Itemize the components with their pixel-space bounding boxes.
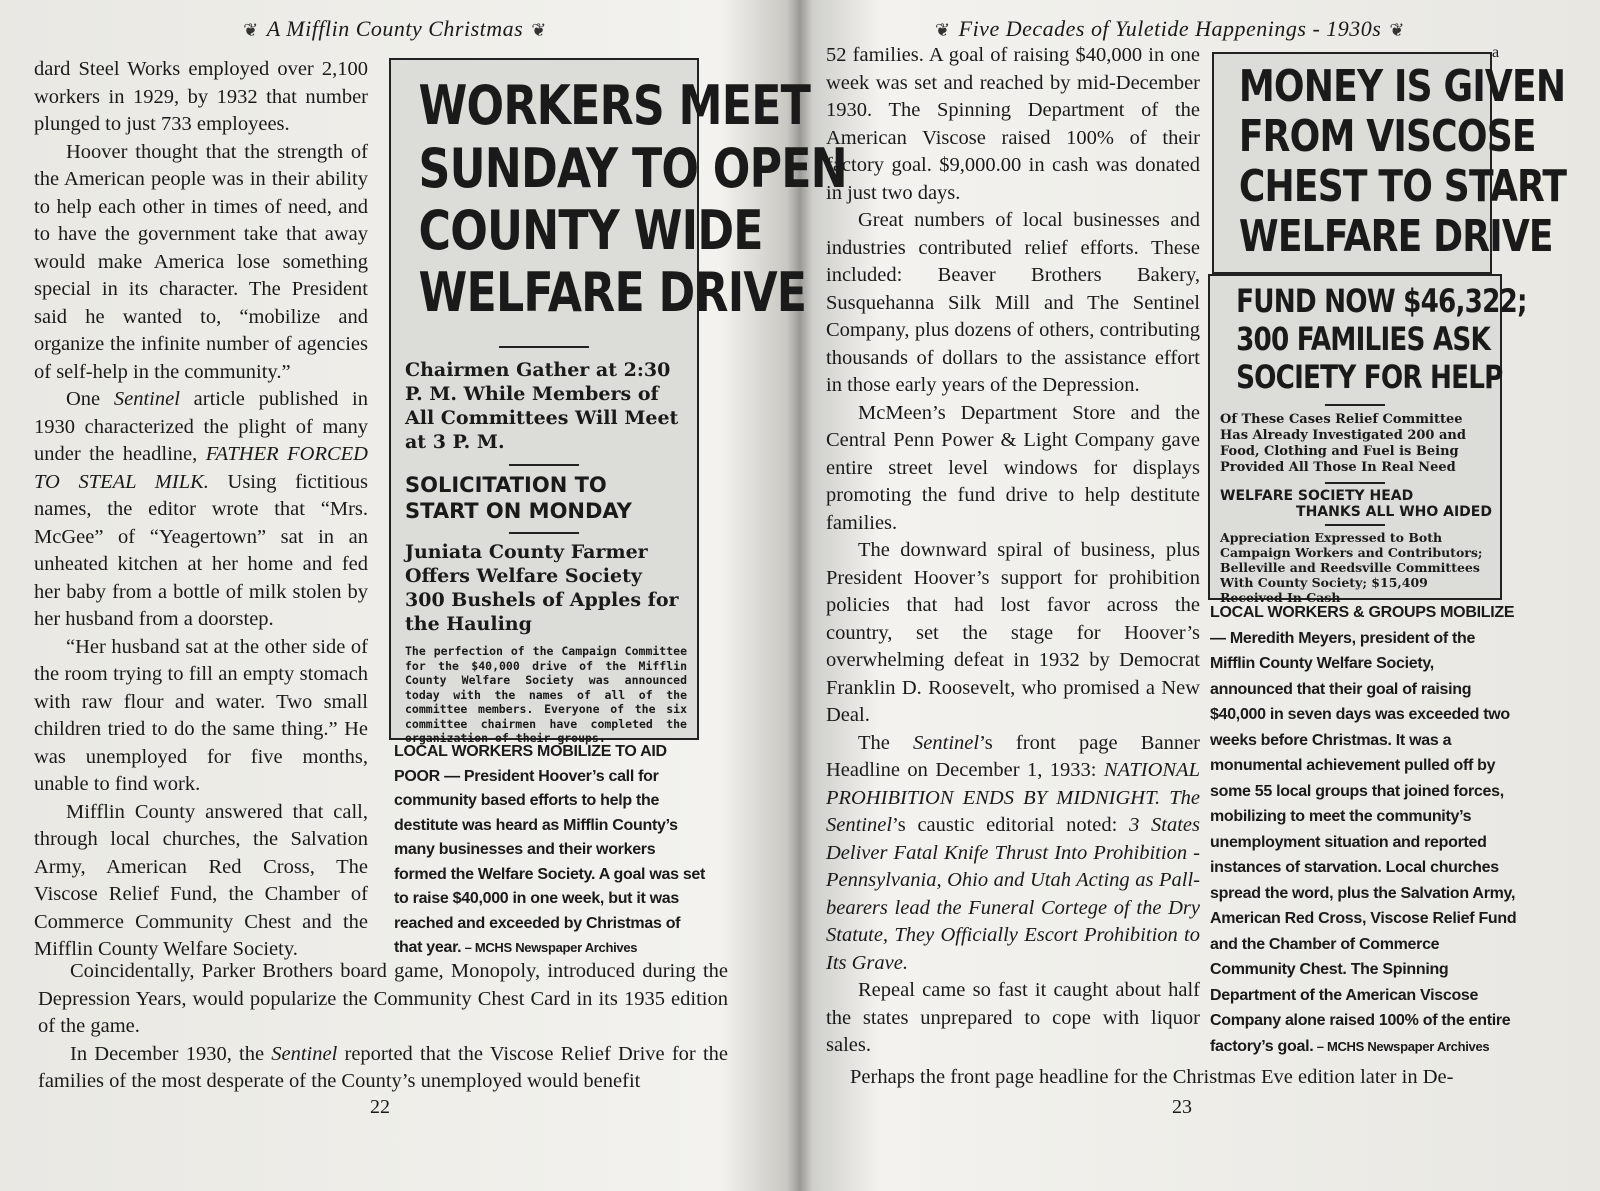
left-running-head	[0, 16, 790, 42]
clipping-headline: 300 FAMILIES ASK	[1236, 320, 1490, 358]
clipping-headline: SUNDAY TO OPEN	[418, 137, 847, 200]
right-full-width-text	[850, 1064, 1530, 1092]
right-running-head	[810, 16, 1530, 42]
paragraph: dard Steel Works employed over 2,100 workers in 1929, by 1932 that number plunged to just 733 employees.	[34, 58, 368, 135]
clipping-headline: MONEY IS GIVEN	[1238, 61, 1566, 112]
caption-credit: – MCHS Newspaper Archives	[1313, 1038, 1490, 1054]
clipping-body: The perfection of the Campaign Committee for the $40,000 drive of the Mifflin County Welfare Society was announced today with the names of all of the committee members. Everyone of the six committee chairmen have completed the organization of their groups.	[405, 644, 687, 745]
left-photo-caption	[394, 740, 708, 961]
text-run: The	[858, 731, 914, 754]
clipping-rule	[509, 532, 579, 534]
italic-run: Sentinel	[113, 388, 180, 410]
page-number: 23	[1172, 1096, 1192, 1118]
clipping-rule	[499, 346, 589, 348]
italic-run: FATHER FORCED TO STEAL MILK.	[34, 443, 368, 493]
newspaper-clipping-workers-meet	[389, 58, 847, 745]
page-number: 22	[370, 1096, 390, 1118]
text-run: ’s caustic editorial noted:	[892, 814, 1130, 836]
clipping-headline: COUNTY WIDE	[418, 199, 763, 262]
text-run: In December 1930, the	[70, 1042, 272, 1065]
text-run: article published in 1930 characterized the plight of many under the headline,	[34, 388, 369, 465]
left-running-head-title: A Mifflin County Christmas	[266, 16, 524, 41]
clipping-headline: WELFARE DRIVE	[1238, 211, 1553, 262]
clipping-headline: WELFARE DRIVE	[418, 261, 807, 324]
clipping-headline: SOCIETY FOR HELP	[1236, 358, 1503, 396]
paragraph: Repeal came so fast it caught about half the states unprepared to cope with liquor sales.	[826, 979, 1200, 1056]
caption-credit: – MCHS Newspaper Archives	[461, 940, 638, 955]
text-run: One	[66, 388, 114, 410]
holly-ornament-icon: ❦	[243, 20, 259, 40]
right-column-text	[826, 42, 1200, 1060]
text-run: ’s front page Banner Headline on December 1, 1933:	[826, 731, 1201, 781]
clipping-headline: CHEST TO START	[1238, 161, 1567, 212]
paragraph: “Her husband sat at the other side of the room trying to fill an empty stomach with raw flour and water. Two small children tried to do the same thing.” He was unemployed for five months, unable to find work.	[34, 635, 368, 795]
clipping-rule	[1325, 482, 1385, 484]
holly-ornament-icon: ❦	[531, 20, 547, 40]
paragraph	[34, 386, 368, 634]
caption-text: LOCAL WORKERS & GROUPS MOBILIZE — Meredith Meyers, president of the Mifflin County Welfare Society, announced that their goal of raising $40,000 in seven days was exceeded two weeks before Christmas. It was a monumental achievement pulled off by some 55 local groups that joined forces, mobilizing to meet the community’s unemployment situation and reported instances of starvation. Local churches spread the word, plus the Salvation Army, American Red Cross, Viscose Relief Fund and the Chamber of Commerce Community Chest. The Spinning Department of the American Viscose Company alone raised 100% of the entire factory’s goal.	[1210, 604, 1517, 1055]
text-run: reported that the Viscose Relief Drive for the families of the most desperate of the County’s unemployed would benefit	[38, 1042, 728, 1092]
holly-ornament-icon: ❦	[1389, 20, 1405, 40]
paragraph: Great numbers of local businesses and industries contributed relief efforts. These included: Beaver Brothers Bakery, Susquehanna Silk Mill and The Sentinel Company, plus dozens of others, contributing thousands of dollars to the assistance effort in those early years of the Depression.	[826, 209, 1200, 396]
paragraph: Coincidentally, Parker Brothers board game, Monopoly, introduced during the Depression Years, would popularize the Community Chest Card in its 1935 edition of the game.	[38, 960, 728, 1037]
italic-run: NATIONAL PROHIBITION ENDS BY MIDNIGHT.	[826, 759, 1200, 809]
italic-run: 3 States Deliver Fatal Knife Thrust Into Prohibition - Pennsylvania, Ohio and Utah Acting as Pall-bearers lead the Funeral Cortege of the Dry Statute, They Officially Escort Prohibition to Its Grave.	[826, 814, 1200, 974]
italic-run: Sentinel	[271, 1042, 338, 1065]
newspaper-clipping-fund-now	[1208, 274, 1527, 605]
left-column-text	[34, 56, 368, 964]
paragraph: Perhaps the front page headline for the Christmas Eve edition later in De-	[850, 1066, 1454, 1088]
holly-ornament-icon: ❦	[935, 20, 951, 40]
clipping-headline: WORKERS MEET	[418, 74, 811, 137]
clipping-subhead: Juniata County Farmer Offers Welfare Society 300 Bushels of Apples for the Hauling	[405, 541, 679, 635]
clipping-rule	[1325, 524, 1385, 526]
italic-run: The Sentinel	[826, 786, 1201, 836]
clipping-subhead: Appreciation Expressed to Both Campaign Workers and Contributors; Belleville and Reedsville Committees With County Society; $15,409 Received In Cash	[1220, 530, 1483, 605]
text-run: Using fictitious names, the editor wrote that “Mrs. McGee” of “Yeagertown” sat in an unheated kitchen at her home and fed her baby from a bottle of milk stolen by her husband from a doorstep.	[34, 470, 368, 630]
right-running-head-title: Five Decades of Yuletide Happenings - 1930s	[958, 16, 1382, 41]
paragraph: The downward spiral of business, plus President Hoover’s support for prohibition policies that had lost favor across the country, set the stage for Hoover’s overwhelming defeat in 1932 by Democrat Franklin D. Roosevelt, who promised a New Deal.	[826, 539, 1200, 726]
clipping-subhead: WELFARE SOCIETY HEAD	[1220, 488, 1414, 504]
clipping-subhead: THANKS ALL WHO AIDED	[1296, 504, 1492, 520]
paragraph: 52 families. A goal of raising $40,000 in one week was set and reached by mid-December 1930. The Spinning Department of the American Viscose raised 100% of their factory goal. $9,000.00 in cash was donated in just two days.	[826, 44, 1200, 204]
clipping-subhead: Chairmen Gather at 2:30 P. M. While Members of All Committees Will Meet at 3 P. M.	[405, 359, 679, 453]
clipping-subhead: SOLICITATION TO START ON MONDAY	[405, 473, 632, 523]
clipping-subhead: Of These Cases Relief Committee Has Already Investigated 200 and Food, Clothing and Fuel is Being Provided All Those In Real Need	[1220, 412, 1466, 475]
left-full-width-text	[38, 958, 728, 1096]
paragraph: Mifflin County answered that call, through local churches, the Salvation Army, American Red Cross, The Viscose Relief Fund, the Chamber of Commerce Community Chest and the Mifflin County Welfare Society.	[34, 800, 368, 960]
paragraph	[826, 730, 1200, 978]
paragraph: Hoover thought that the strength of the American people was in their ability to help each other in times of need, and to have the government take that away would make America lose something special in its character. The President said he wanted to, “mobilize and organize the infinite number of agencies of self-help in the community.”	[34, 140, 368, 383]
clipping-rule	[1325, 404, 1385, 406]
text-run	[1160, 787, 1169, 809]
newspaper-clipping-money-given	[1212, 52, 1567, 274]
right-page	[810, 0, 1600, 1191]
margin-mark: a	[1492, 44, 1500, 61]
clipping-headline: FUND NOW $46,322;	[1236, 282, 1527, 320]
right-photo-caption	[1210, 600, 1520, 1059]
paragraph: McMeen’s Department Store and the Central Penn Power & Light Company gave entire street level windows for displays promoting the fund drive to help destitute families.	[826, 401, 1200, 534]
clipping-rule	[509, 464, 579, 466]
clipping-headline: FROM VISCOSE	[1238, 111, 1536, 162]
italic-run: Sentinel	[913, 731, 980, 754]
paragraph	[38, 1041, 728, 1096]
caption-text: LOCAL WORKERS MOBILIZE TO AID POOR — President Hoover’s call for community based efforts to help the destitute was heard as Mifflin County’s many businesses and their workers formed the Welfare Society. A goal was set to raise $40,000 in one week, but it was reached and exceeded by Christmas of that year.	[394, 743, 706, 956]
